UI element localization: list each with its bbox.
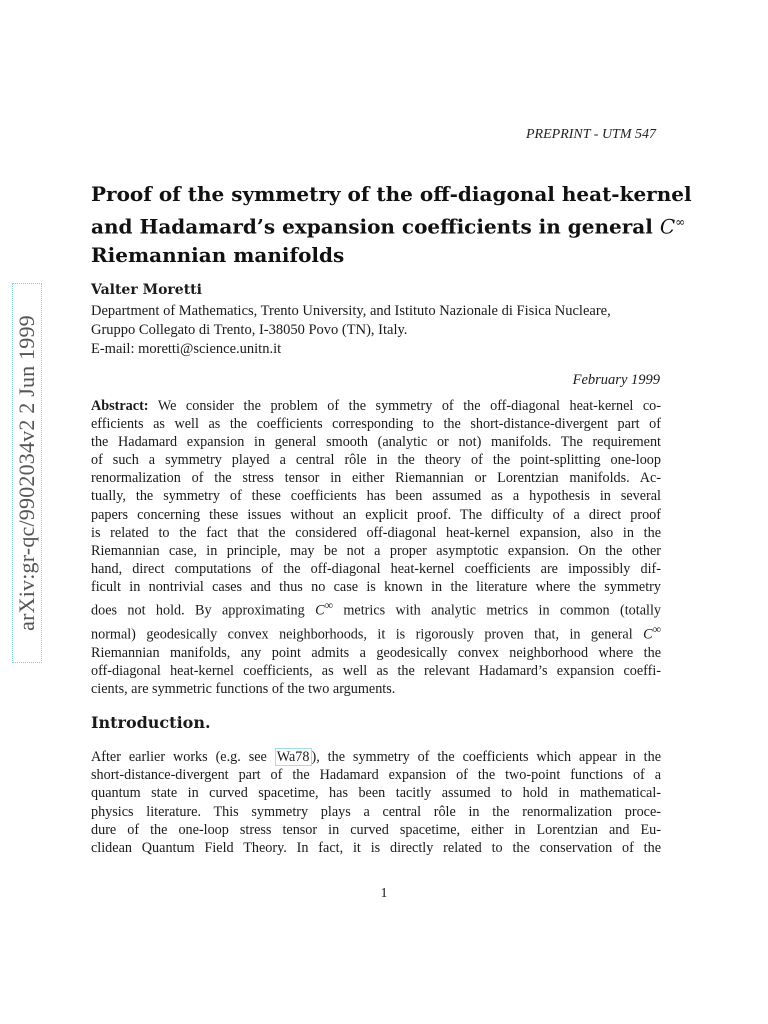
- abstract-line: hand, direct computations of the off-diagonal heat-kernel coefficients are impossibly dif-: [91, 560, 661, 577]
- abstract-text: normal) geodesically convex neighborhoods, it is rigorously proven that, in general: [91, 626, 644, 643]
- affiliation: [91, 302, 671, 359]
- abstract-label: Abstract:: [91, 398, 149, 414]
- abstract-line: cients, are symmetric functions of the two arguments.: [91, 680, 396, 697]
- title-math-infinity: ∞: [675, 215, 686, 229]
- abstract-line: Riemannian manifolds, any point admits a geodesically convex neighborhood where the: [91, 644, 661, 661]
- abstract-line: [91, 596, 661, 620]
- date: February 1999: [572, 372, 660, 388]
- abstract-line: is related to the fact that the considered off-diagonal heat-kernel expansion, also in the: [91, 524, 661, 541]
- intro-text: After earlier works (e.g. see: [91, 749, 275, 765]
- abstract-line: tually, the symmetry of these coefficients has been assumed as a hypothesis in several: [91, 488, 661, 505]
- affiliation-line-2: Gruppo Collegato di Trento, I-38050 Povo (TN), Italy.: [91, 322, 408, 338]
- affiliation-line-1: Department of Mathematics, Trento University, and Istituto Nazionale di Fisica Nucleare,: [91, 303, 611, 319]
- intro-line: short-distance-divergent part of the Hadamard expansion of the two-point functions of a: [91, 767, 661, 784]
- title-math-c: C: [659, 214, 676, 239]
- math-c: C: [643, 626, 653, 643]
- abstract-text: does not hold. By approximating: [91, 602, 316, 619]
- abstract-line: papers concerning these issues without an explicit proof. The difficulty of a direct proof: [91, 506, 661, 523]
- math-infinity: ∞: [652, 621, 661, 636]
- affiliation-email: E-mail: moretti@science.unitn.it: [91, 341, 282, 357]
- abstract-line: Riemannian case, in principle, may be not a proper asymptotic expansion. On the other: [91, 542, 661, 559]
- abstract-line: the Hadamard expansion in general smooth (analytic or not) manifolds. The requirement: [91, 434, 661, 451]
- preprint-number: PREPRINT - UTM 547: [525, 127, 656, 142]
- intro-line: clidean Quantum Field Theory. In fact, it is directly related to the conservation of the: [91, 840, 661, 857]
- abstract-line: renormalization of the stress tensor in either Riemannian or Lorentzian manifolds. Ac-: [91, 470, 661, 487]
- author-name: Valter Moretti: [91, 282, 202, 298]
- arxiv-id: arXiv:gr-qc/9902034v2 2 Jun 1999: [14, 315, 39, 631]
- title-line-2-text: and Hadamard’s expansion coefficients in general: [91, 214, 660, 239]
- intro-line: [91, 748, 661, 766]
- abstract-text: metrics with analytic metrics in common (totally: [333, 602, 661, 619]
- section-heading: Introduction.: [91, 713, 211, 732]
- math-c: C: [315, 602, 325, 619]
- abstract-line: ficult in nontrivial cases and thus no case is known in the literature where the symmetry: [91, 578, 661, 595]
- math-infinity: ∞: [324, 598, 334, 613]
- intro-line: quantum state in curved spacetime, has been tacitly assumed to hold in mathematical-: [91, 785, 661, 802]
- intro-line: dure of the one-loop stress tensor in curved spacetime, either in Lorentzian and Eu-: [91, 821, 661, 838]
- paper-title: [91, 180, 691, 269]
- abstract-line: efficients as well as the coefficients corresponding to the short-distance-divergent part of: [91, 416, 661, 433]
- abstract-text: We consider the problem of the symmetry of the off-diagonal heat-kernel co-: [148, 398, 661, 414]
- introduction-text: [91, 748, 661, 857]
- page-number: 1: [380, 886, 388, 901]
- abstract-line: off-diagonal heat-kernel coefficients, as well as the relevant Hadamard’s expansion coeffi-: [91, 662, 661, 679]
- abstract: [91, 397, 661, 698]
- abstract-line: [91, 620, 661, 644]
- intro-text: ), the symmetry of the coefficients which appear in the: [311, 749, 661, 765]
- intro-line: physics literature. This symmetry plays a central rôle in the renormalization proce-: [91, 803, 661, 820]
- abstract-line: of such a symmetry played a central rôle in the theory of the point-splitting one-loop: [91, 452, 661, 469]
- title-line-1: Proof of the symmetry of the off-diagonal heat-kernel: [91, 182, 692, 206]
- title-line-3: Riemannian manifolds: [91, 242, 345, 267]
- arxiv-stamp[interactable]: [12, 283, 42, 663]
- title-line-2: [91, 208, 691, 241]
- abstract-line: [91, 397, 661, 415]
- citation-link[interactable]: Wa78: [276, 749, 310, 765]
